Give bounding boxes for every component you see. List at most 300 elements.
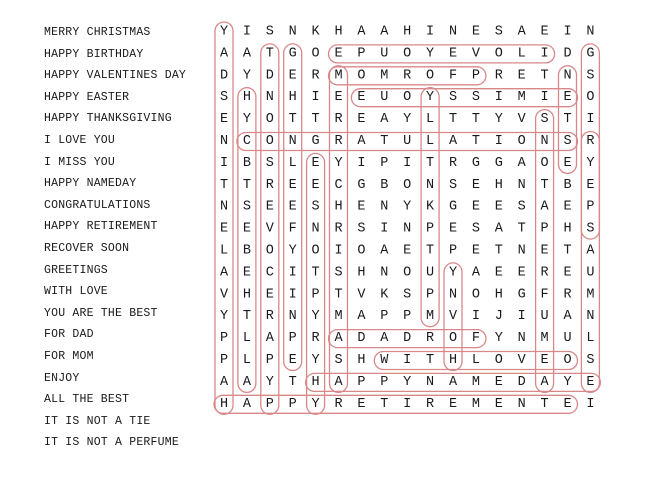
grid-letter: N [517,177,526,193]
grid-letter: E [219,112,229,128]
grid-letter: G [494,155,503,171]
grid-letter: D [403,331,412,347]
grid-letter: A [380,243,389,259]
grid-letter: Y [219,24,229,40]
grid-letter: Y [311,309,320,325]
grid-letter: T [540,68,549,84]
grid-letter: E [219,221,229,237]
grid-letter: O [517,134,526,149]
grid-letter: A [540,199,549,215]
grid-letter: T [288,374,297,390]
grid-letter: T [311,112,320,128]
grid-letter: T [311,265,320,281]
grid-letter: E [242,265,251,281]
word-list-item: HAPPY NAMEDAY [44,177,137,191]
grid-letter: D [517,374,526,390]
grid-letter: U [586,265,595,281]
grid-letter: E [311,155,320,171]
grid-letter: A [357,134,366,149]
grid-letter: H [334,199,343,215]
grid-letter: N [517,243,526,259]
grid-letter: R [334,112,343,128]
grid-letter: I [563,24,572,40]
grid-letter: H [357,353,366,368]
grid-letter: P [357,374,366,390]
grid-letter: S [586,353,595,368]
grid-letter: N [517,331,526,347]
grid-letter: R [426,396,435,412]
grid-letter: I [586,112,595,128]
grid-letter: B [242,155,251,171]
grid-letter: N [426,177,435,193]
grid-letter: S [494,24,503,40]
grid-letter: I [426,24,435,40]
grid-letter: E [357,199,366,215]
grid-letter: T [471,134,480,149]
grid-letter: O [586,90,595,106]
grid-letter: A [448,374,458,390]
grid-letter: E [448,46,458,62]
grid-letter: E [288,199,297,215]
grid-letter: P [426,287,435,303]
grid-letter: S [448,90,458,106]
grid-letter: G [311,134,320,149]
grid-letter: E [540,353,549,368]
grid-letter: A [380,112,389,128]
grid-letter: L [471,353,480,368]
grid-letter: E [540,243,549,259]
grid-letter: N [586,24,595,40]
grid-letter: E [334,46,343,62]
grid-letter: I [540,46,549,62]
grid-letter: S [311,199,320,215]
grid-letter: E [586,177,595,193]
grid-letter: E [242,221,251,237]
grid-letter: A [540,374,549,390]
grid-letter: S [448,177,458,193]
grid-letter: S [586,68,595,84]
grid-letter: O [265,134,274,149]
grid-letter: S [242,199,251,215]
grid-letter: E [288,353,297,368]
grid-letter: O [494,46,503,62]
grid-letter: I [357,155,366,171]
grid-letter: S [563,134,572,149]
grid-letter: E [563,90,572,106]
grid-letter: G [586,46,595,62]
grid-letter: E [540,24,549,40]
grid-letter: Y [426,90,435,106]
grid-letter: S [265,155,274,171]
grid-letter: A [380,331,389,347]
grid-letter: T [471,112,480,128]
word-list-item: ALL THE BEST [44,393,130,407]
grid-letter: A [265,331,274,347]
grid-letter: N [586,309,595,325]
grid-letter: E [563,396,572,412]
grid-letter: R [265,177,274,193]
grid-letter: F [448,68,458,84]
grid-letter: E [517,265,526,281]
grid-letter: A [563,309,572,325]
grid-letter: S [265,24,274,40]
grid-letter: L [517,46,526,62]
grid-letter: O [403,177,412,193]
grid-letter: I [403,396,412,412]
grid-letter: P [471,68,480,84]
grid-letter: U [380,46,389,62]
grid-letter: T [426,243,435,259]
grid-letter: B [380,177,389,193]
grid-letter: S [403,287,412,303]
grid-letter: A [357,24,366,40]
grid-letter: S [219,90,229,106]
grid-letter: I [517,309,526,325]
grid-letter: Y [242,112,251,128]
grid-letter: E [403,243,412,259]
grid-letter: W [380,353,389,368]
grid-letter: C [334,177,343,193]
grid-letter: P [380,374,389,390]
grid-letter: M [334,309,343,325]
grid-letter: A [242,374,251,390]
grid-letter: Y [311,396,320,412]
grid-letter: E [288,68,297,84]
grid-letter: B [242,243,251,259]
grid-letter: G [471,155,480,171]
grid-letter: M [540,331,549,347]
grid-letter: E [563,199,572,215]
word-list-item: RECOVER SOON [44,241,130,255]
grid-letter: M [334,68,343,84]
grid-letter: N [403,221,412,237]
grid-letter: H [357,265,366,281]
grid-letter: N [219,199,229,215]
grid-letter: T [448,112,458,128]
grid-letter: P [311,287,320,303]
grid-letter: N [540,134,549,149]
grid-letter: V [471,46,480,62]
grid-letter: O [426,68,435,84]
grid-letter: H [311,374,320,390]
grid-letter: I [288,287,297,303]
grid-letter: I [380,221,389,237]
grid-letter: E [494,396,503,412]
grid-letter: K [380,287,389,303]
grid-letter: Y [265,374,274,390]
grid-letter: R [563,287,572,303]
grid-letter: L [426,112,435,128]
grid-letter: M [471,396,480,412]
grid-letter: Y [494,331,503,347]
word-list-item: HAPPY VALENTINES DAY [44,69,187,83]
grid-letter: G [448,199,458,215]
grid-letter: Y [403,374,412,390]
grid-letter: V [265,221,274,237]
grid-letter: F [540,287,549,303]
grid-letter: V [219,287,229,303]
grid-letter: N [563,68,572,84]
grid-letter: R [586,134,595,149]
grid-letter: O [403,265,412,281]
grid-letter: E [448,396,458,412]
grid-letter: Y [586,155,595,171]
grid-letter: R [334,221,343,237]
grid-letter: T [494,243,503,259]
grid-letter: S [334,265,343,281]
word-list-item: HAPPY THANKSGIVING [44,112,172,126]
grid-letter: D [265,68,274,84]
grid-letter: N [380,199,389,215]
grid-letter: A [219,46,229,62]
grid-letter: S [471,221,480,237]
grid-letter: N [448,24,458,40]
grid-letter: P [219,331,229,347]
word-list-item: MERRY CHRISTMAS [44,26,151,39]
word-list-item: WITH LOVE [44,285,108,299]
grid-letter: V [448,309,458,325]
grid-letter: I [586,396,595,412]
word-list-item: I MISS YOU [44,155,116,169]
grid-letter: O [471,287,480,303]
grid-letter: Y [334,155,343,171]
grid-letter: O [403,90,412,106]
grid-letter: H [242,287,251,303]
grid-letter: N [426,374,435,390]
grid-letter: A [334,331,343,347]
grid-letter: P [219,353,229,368]
grid-letter: P [265,353,274,368]
grid-letter: Y [403,112,412,128]
grid-letter: P [357,46,366,62]
grid-letter: T [563,243,572,259]
grid-letter: Y [563,374,572,390]
grid-letter: E [357,112,366,128]
grid-letter: G [288,46,297,62]
grid-letter: T [288,112,297,128]
grid-letter: I [471,309,480,325]
word-list-item: HAPPY EASTER [44,90,130,104]
grid-letter: F [471,331,480,347]
word-list-item: IT IS NOT A PERFUME [44,436,179,450]
grid-letter: K [426,199,435,215]
grid-letter: I [219,155,229,171]
grid-letters [220,25,595,412]
grid-letter: Y [288,243,297,259]
word-list-item: FOR MOM [44,349,94,363]
grid-letter: R [540,265,549,281]
grid-letter: R [494,68,503,84]
grid-letter: S [517,199,526,215]
grid-letter: R [265,309,274,325]
grid-letter: Y [426,46,435,62]
grid-letter: A [586,243,595,259]
grid-letter: O [494,353,503,368]
grid-letter: N [517,396,526,412]
grid-letter: Y [219,309,229,325]
grid-letter: L [426,134,435,149]
grid-letter: D [563,46,572,62]
grid-letter: S [540,112,549,128]
grid-letter: N [265,90,274,106]
grid-letter: C [265,265,274,281]
grid-letter: I [540,90,549,106]
grid-letter: G [517,287,526,303]
grid-letter: H [219,396,229,412]
grid-letter: P [540,221,549,237]
grid-letter: T [426,155,435,171]
grid-letter: U [403,134,412,149]
grid-letter: O [265,243,274,259]
grid-letter: T [334,287,343,303]
grid-letter: T [265,46,274,62]
grid-letter: Y [403,199,412,215]
grid-letter: H [494,287,503,303]
grid-letter: A [219,265,229,281]
grid-letter: P [426,221,435,237]
grid-letter: E [311,177,320,193]
grid-letter: H [288,90,297,106]
grid-letter: R [311,331,320,347]
word-list-item: IT IS NOT A TIE [44,414,151,428]
grid-letter: H [448,353,458,368]
grid-letter: T [380,396,389,412]
grid-letter: I [494,134,503,149]
grid-letter: L [586,331,595,347]
grid-letter: O [311,46,320,62]
grid-letter: V [517,112,526,128]
grid-letter: R [311,68,320,84]
grid-letter: S [471,90,480,106]
grid-letter: E [471,199,480,215]
word-list-item: GREETINGS [44,263,108,277]
grid-letter: A [380,24,389,40]
grid-letter: P [380,155,389,171]
word-list-item: HAPPY BIRTHDAY [44,47,144,61]
grid-letter: T [517,221,526,237]
grid-letter: A [219,374,229,390]
grid-letter: N [311,221,320,237]
grid-letter: P [288,331,297,347]
word-list-item: I LOVE YOU [44,133,116,147]
grid-letter: H [334,24,343,40]
grid-letter: U [380,90,389,106]
grid-letter: R [426,331,435,347]
grid-letter: I [494,90,503,106]
grid-letter: E [471,177,480,193]
grid-letter: N [288,309,297,325]
grid-letter: L [288,155,297,171]
grid-letter: H [403,24,412,40]
grid-letter: N [219,134,229,149]
grid-letter: U [540,309,549,325]
grid-letter: E [471,243,480,259]
grid-letter: O [403,46,412,62]
grid-letter: N [448,287,458,303]
grid-letter: A [448,134,458,149]
grid-letter: O [311,243,320,259]
grid-letter: R [334,134,343,149]
grid-letter: O [448,331,458,347]
word-list-item: ENJOY [44,371,80,385]
grid-letter: E [357,396,366,412]
grid-letter: N [288,24,297,40]
grid-letter: L [219,243,229,259]
grid-letter: T [426,353,435,368]
grid-letter: E [563,155,572,171]
grid-letter: C [242,134,251,149]
grid-letter: T [380,134,389,149]
grid-letter: M [380,68,389,84]
grid-letter: L [242,331,251,347]
word-list-item: YOU ARE THE BEST [44,306,158,320]
grid-letter: P [265,396,274,412]
grid-letter: M [471,374,480,390]
grid-letter: A [334,374,343,390]
grid-letter: A [357,309,366,325]
grid-letter: E [448,221,458,237]
grid-letter: A [471,265,480,281]
grid-letter: A [242,396,251,412]
grid-letter: I [403,353,412,368]
grid-letter: M [426,309,435,325]
grid-letter: I [288,265,297,281]
grid-letter: N [380,265,389,281]
grid-letter: O [357,243,366,259]
grid-letter: S [334,353,343,368]
grid-letter: U [426,265,435,281]
grid-letter: D [357,331,366,347]
grid-letter: U [563,331,572,347]
grid-letter: P [586,199,595,215]
grid-letter: A [517,155,526,171]
grid-letter: P [288,396,297,412]
grid-letter: T [563,112,572,128]
grid-letter: G [357,177,366,193]
grid-letter: T [540,396,549,412]
grid-letter: D [219,68,229,84]
grid-letter: E [471,24,480,40]
grid-letter: A [242,46,251,62]
grid-letter: H [563,221,572,237]
grid-letter: O [563,353,572,368]
word-list-item: FOR DAD [44,328,94,342]
grid-letter: O [357,68,366,84]
grid-letter: I [242,24,251,40]
grid-letter: T [242,309,251,325]
word-list-item: CONGRATULATIONS [44,198,151,212]
grid-letter: T [219,177,229,193]
grid-letter: Y [448,265,458,281]
grid-letter: H [242,90,251,106]
grid-letter: E [357,90,366,106]
grid-letter: E [586,374,595,390]
grid-letter: R [448,155,458,171]
grid-letter: L [242,353,251,368]
grid-letter: R [334,396,343,412]
grid-letter: E [288,177,297,193]
grid-letter: O [265,112,274,128]
grid-letter: E [265,199,274,215]
grid-letter: E [265,287,274,303]
grid-letter: V [357,287,366,303]
grid-letter: K [311,24,320,40]
grid-letter: E [494,199,503,215]
grid-letter: M [517,90,526,106]
grid-letter: J [494,309,503,325]
grid-letter: S [586,221,595,237]
grid-letter: S [357,221,366,237]
